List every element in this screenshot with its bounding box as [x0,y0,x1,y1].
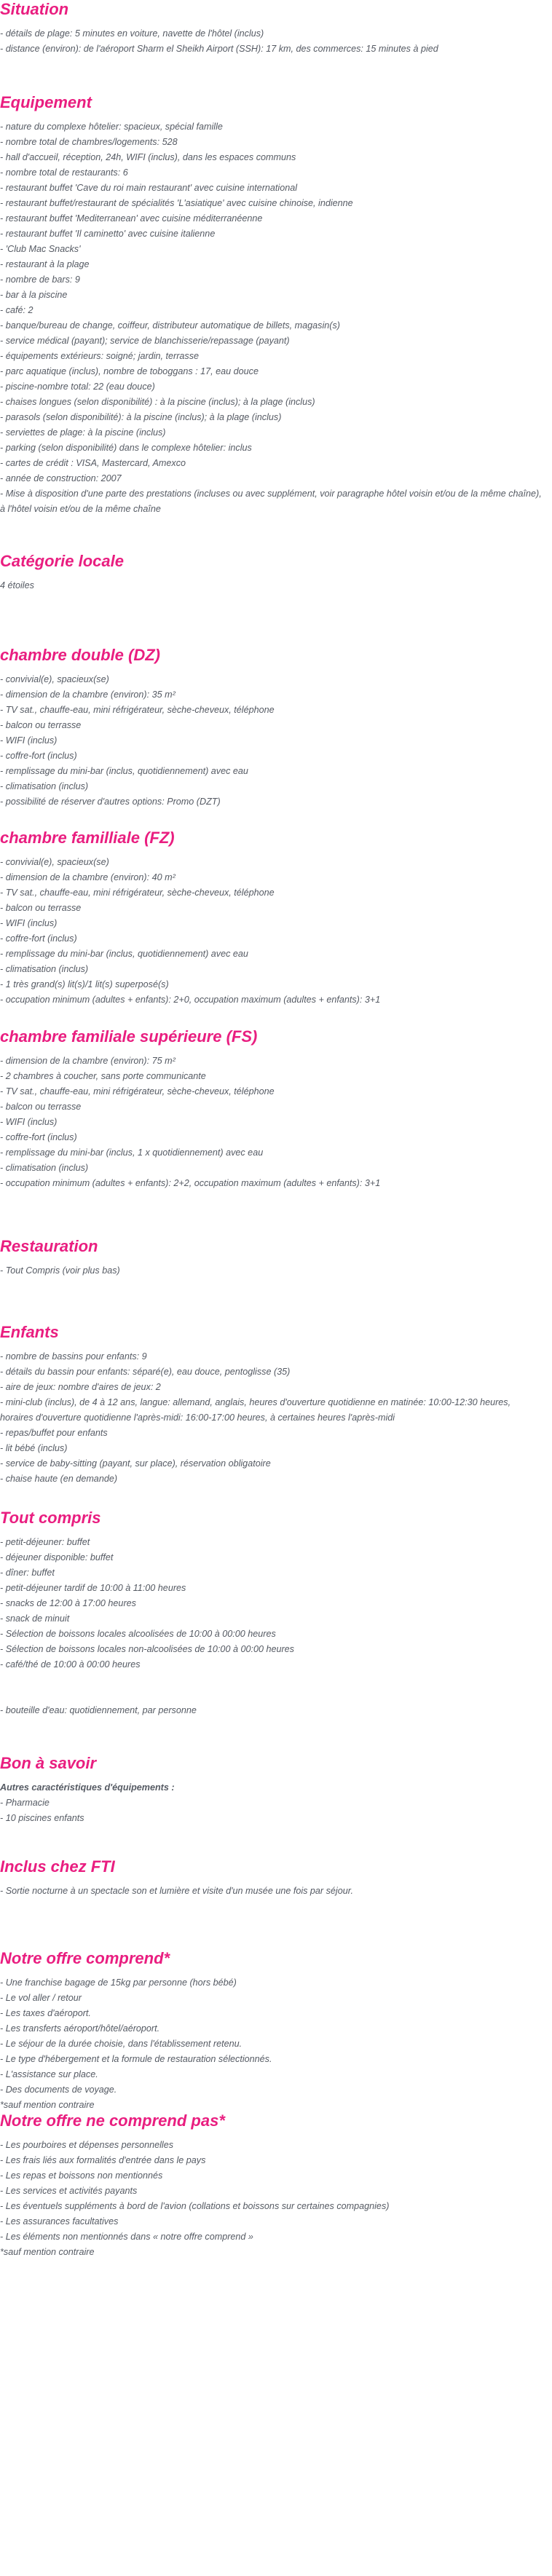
section-lines [0,2138,546,2260]
section-line: - Les taxes d'aéroport. [0,2008,91,2018]
section-line: *sauf mention contraire [0,2247,95,2257]
section-line: - Les assurances facultatives [0,2216,119,2227]
section-lines [0,1780,546,1826]
section-line: - restaurant buffet 'Cave du roi main restaurant' avec cuisine international [0,183,298,193]
section-line: - Le séjour de la durée choisie, dans l'établissement retenu. [0,2039,243,2049]
section-lines [0,672,546,810]
section-subhead: Autres caractéristiques d'équipements : [0,1782,175,1793]
section-line: - distance (environ): de l'aéroport Sharm el Sheikh Airport (SSH): 17 km, des commerces: 15 minutes à pied [0,44,438,54]
section-line: - climatisation (inclus) [0,1163,89,1173]
section-line: - coffre-fort (inclus) [0,751,77,761]
section-line: - 'Club Mac Snacks' [0,244,81,254]
section-line: - Les éventuels suppléments à bord de l'avion (collations et boissons sur certaines compagnies) [0,2201,390,2211]
section-line: - café: 2 [0,305,33,315]
section-lines [0,119,546,517]
section-title: Tout compris [0,1509,101,1527]
section-line: - détails du bassin pour enfants: séparé(e), eau douce, pentoglisse (35) [0,1367,291,1377]
section-title: Equipement [0,93,92,111]
section-title: Notre offre comprend* [0,1949,170,1967]
section-line [0,1672,546,1688]
section-line: - Mise à disposition d'une parte des prestations (incluses ou avec supplément, voir paragraphe hôtel voisin et/ou de la même chaîne), à l'hôtel voisin et/ou de la même chaîne [0,489,542,514]
section-line: - déjeuner disponible: buffet [0,1552,114,1562]
section-line: - climatisation (inclus) [0,781,89,791]
section-line: - piscine-nombre total: 22 (eau douce) [0,382,155,392]
section-line: - dîner: buffet [0,1568,55,1578]
section-lines [0,1349,546,1487]
section-lines [0,578,546,593]
section-line: - Sélection de boissons locales alcoolisées de 10:00 à 00:00 heures [0,1629,276,1639]
section-line: - chaise haute (en demande) [0,1474,118,1484]
section-line: - restaurant à la plage [0,259,90,269]
section-line: - équipements extérieurs: soigné; jardin, terrasse [0,351,199,361]
section-line: - Les frais liés aux formalités d'entrée dans le pays [0,2155,206,2165]
section-line [0,1688,546,1703]
section-categorie [0,552,546,593]
section-line: - repas/buffet pour enfants [0,1428,108,1438]
section-line: - Les transferts aéroport/hôtel/aéroport. [0,2023,160,2034]
section-line: - parc aquatique (inclus), nombre de toboggans : 17, eau douce [0,366,259,376]
section-chambre-double [0,646,546,810]
section-line: - serviettes de plage: à la piscine (inclus) [0,427,166,438]
section-line: - parking (selon disponibilité) dans le complexe hôtelier: inclus [0,443,252,453]
section-title: chambre double (DZ) [0,646,161,664]
section-title: Situation [0,0,69,18]
section-line: *sauf mention contraire [0,2100,95,2110]
section-offre-ne-comprend [0,2111,546,2260]
section-line: - coffre-fort (inclus) [0,1132,77,1142]
section-line: - Les pourboires et dépenses personnelles [0,2140,174,2150]
section-line: - petit-déjeuner: buffet [0,1537,90,1547]
section-line: - nombre total de restaurants: 6 [0,167,128,178]
section-lines [0,1975,546,2113]
section-line: - snacks de 12:00 à 17:00 heures [0,1598,136,1608]
section-line: - balcon ou terrasse [0,903,82,913]
section-line: - service médical (payant); service de blanchisserie/repassage (payant) [0,336,290,346]
section-line: - hall d'accueil, réception, 24h, WIFI (inclus), dans les espaces communs [0,152,296,162]
section-line: - Le vol aller / retour [0,1993,82,2003]
section-inclus-fti [0,1857,546,1899]
section-line: - Une franchise bagage de 15kg par personne (hors bébé) [0,1978,237,1988]
section-chambre-familiale [0,829,546,1008]
section-line: - dimension de la chambre (environ): 40 m² [0,872,176,882]
section-lines [0,1884,546,1899]
section-tout-compris [0,1509,546,1718]
section-line: - 10 piscines enfants [0,1813,84,1823]
section-line: - remplissage du mini-bar (inclus, quotidiennement) avec eau [0,766,248,776]
section-line: - nature du complexe hôtelier: spacieux, spécial famille [0,122,223,132]
section-restauration [0,1237,546,1279]
section-title: chambre familiale supérieure (FS) [0,1027,258,1046]
section-line: - WIFI (inclus) [0,1117,58,1127]
section-title: Restauration [0,1237,98,1255]
section-line: - Le type d'hébergement et la formule de restauration sélectionnés. [0,2054,272,2064]
section-line: - Tout Compris (voir plus bas) [0,1265,120,1276]
section-line: - nombre de bars: 9 [0,274,80,285]
section-lines [0,855,546,1008]
section-bon-a-savoir [0,1754,546,1826]
section-line: - mini-club (inclus), de 4 à 12 ans, langue: allemand, anglais, heures d'ouverture quotidienne en matinée: 10:00-12:30 heures, horaires d'ouverture quotidienne l'après-midi: 16:00-17:00 heures, à certaines heures l'après-midi [0,1397,511,1423]
section-line: - chaises longues (selon disponibilité) : à la piscine (inclus); à la plage (inclus) [0,397,315,407]
section-line: - bouteille d'eau: quotidiennement, par personne [0,1705,197,1715]
section-line: - restaurant buffet/restaurant de spécialités 'L'asiatique' avec cuisine chinoise, indienne [0,198,353,208]
section-line: - possibilité de réserver d'autres options: Promo (DZT) [0,797,221,807]
section-line: - 1 très grand(s) lit(s)/1 lit(s) superposé(s) [0,979,169,989]
section-line: - Les éléments non mentionnés dans « notre offre comprend » [0,2232,253,2242]
section-line: - Pharmacie [0,1798,50,1808]
section-line: - Sélection de boissons locales non-alcoolisées de 10:00 à 00:00 heures [0,1644,294,1654]
section-title: chambre familliale (FZ) [0,829,175,847]
section-offre-comprend [0,1949,546,2113]
section-line: - aire de jeux: nombre d'aires de jeux: 2 [0,1382,161,1392]
section-title: Catégorie locale [0,552,124,570]
section-lines [0,1054,546,1191]
section-line: 4 étoiles [0,580,34,590]
section-line: - parasols (selon disponibilité): à la piscine (inclus); à la plage (inclus) [0,412,282,422]
section-line: - L'assistance sur place. [0,2069,98,2079]
section-line: - balcon ou terrasse [0,720,82,730]
section-line: - dimension de la chambre (environ): 75 m² [0,1056,176,1066]
section-line: - convivial(e), spacieux(se) [0,674,109,684]
section-chambre-familiale-sup [0,1027,546,1191]
section-enfants [0,1323,546,1487]
section-line: - 2 chambres à coucher, sans porte communicante [0,1071,206,1081]
section-line: - restaurant buffet 'Mediterranean' avec cuisine méditerranéenne [0,213,263,224]
section-lines [0,1263,546,1279]
section-line: - WIFI (inclus) [0,918,58,928]
section-equipement [0,93,546,517]
section-title: Enfants [0,1323,59,1341]
section-line: - Des documents de voyage. [0,2085,117,2095]
section-lines [0,1535,546,1718]
section-line: - TV sat., chauffe-eau, mini réfrigérateur, sèche-cheveux, téléphone [0,1086,275,1097]
section-line: - lit bébé (inclus) [0,1443,68,1453]
section-line: - Les repas et boissons non mentionnés [0,2170,163,2181]
section-line: - service de baby-sitting (payant, sur place), réservation obligatoire [0,1458,271,1469]
section-line: - balcon ou terrasse [0,1102,82,1112]
section-line: - Les services et activités payants [0,2186,138,2196]
section-line: - nombre de bassins pour enfants: 9 [0,1351,147,1362]
section-line: - remplissage du mini-bar (inclus, quotidiennement) avec eau [0,949,248,959]
section-line: - occupation minimum (adultes + enfants): 2+2, occupation maximum (adultes + enfants): 3+1 [0,1178,381,1188]
section-line: - remplissage du mini-bar (inclus, 1 x quotidiennement) avec eau [0,1147,264,1158]
section-line: - coffre-fort (inclus) [0,933,77,944]
section-line: - bar à la piscine [0,290,68,300]
section-line: - TV sat., chauffe-eau, mini réfrigérateur, sèche-cheveux, téléphone [0,705,275,715]
section-line: - snack de minuit [0,1613,70,1624]
section-line: - WIFI (inclus) [0,735,58,746]
section-situation [0,0,546,57]
section-line: - petit-déjeuner tardif de 10:00 à 11:00 heures [0,1583,186,1593]
section-lines [0,26,546,57]
section-line: - nombre total de chambres/logements: 528 [0,137,178,147]
section-line: - détails de plage: 5 minutes en voiture, navette de l'hôtel (inclus) [0,28,264,39]
section-line: - restaurant buffet 'Il caminetto' avec cuisine italienne [0,229,216,239]
section-line: - climatisation (inclus) [0,964,89,974]
section-line: - TV sat., chauffe-eau, mini réfrigérateur, sèche-cheveux, téléphone [0,888,275,898]
section-line: - Sortie nocturne à un spectacle son et lumière et visite d'un musée une fois par séjour. [0,1886,353,1896]
section-title: Bon à savoir [0,1754,97,1772]
section-line: - banque/bureau de change, coiffeur, distributeur automatique de billets, magasin(s) [0,320,340,331]
section-line: - occupation minimum (adultes + enfants): 2+0, occupation maximum (adultes + enfants): 3+1 [0,995,381,1005]
section-line: - café/thé de 10:00 à 00:00 heures [0,1659,141,1670]
section-line: - année de construction: 2007 [0,473,122,483]
section-line: - dimension de la chambre (environ): 35 m² [0,690,176,700]
section-title: Notre offre ne comprend pas* [0,2111,225,2130]
section-title: Inclus chez FTI [0,1857,115,1876]
section-line: - convivial(e), spacieux(se) [0,857,109,867]
section-line: - cartes de crédit : VISA, Mastercard, Amexco [0,458,186,468]
